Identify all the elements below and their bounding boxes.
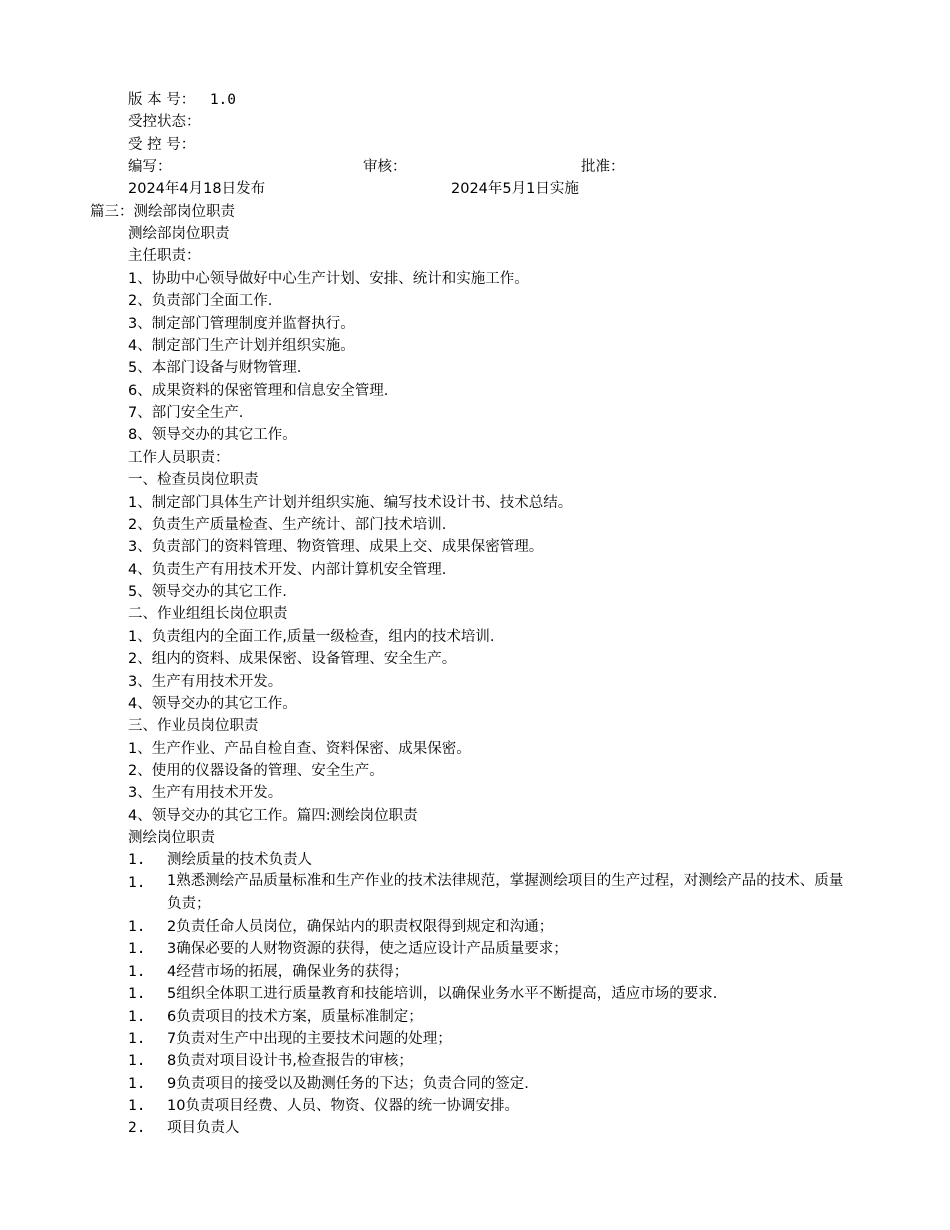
list-item-text: 7负责对生产中出现的主要技术问题的处理；: [167, 1031, 452, 1047]
list-item-number: 1.: [128, 1098, 146, 1114]
director-item: 7、部门安全生产.: [128, 405, 244, 421]
list-item-text: 4经营市场的拓展，确保业务的获得；: [167, 964, 409, 980]
list-item-text: 5组织全体职工进行质量教育和技能培训，以确保业务水平不断提高，适应市场的要求.: [167, 986, 718, 1002]
list-item-number: 1.: [128, 1031, 146, 1047]
list-item-number: 1.: [128, 1009, 146, 1025]
version-row: [128, 90, 236, 110]
list-item-text: 9负责项目的接受以及勘测任务的下达；负责合同的签定.: [167, 1076, 529, 1092]
list-item-number: 1.: [128, 1076, 146, 1092]
worker-item: 4、领导交办的其它工作。篇四:测绘岗位职责: [128, 808, 418, 824]
section4-subtitle: 测绘岗位职责: [128, 830, 215, 846]
worker-heading: 三、作业员岗位职责: [128, 718, 259, 734]
effective-date: 2024年5月1日实施: [451, 181, 579, 197]
director-item: 4、制定部门生产计划并组织实施。: [128, 338, 355, 354]
inspector-item: 4、负责生产有用技术开发、内部计算机安全管理.: [128, 562, 447, 578]
version-label: 版 本 号：: [128, 92, 196, 108]
worker-item: 2、使用的仪器设备的管理、安全生产。: [128, 763, 384, 779]
publish-date: 2024年4月18日发布: [128, 181, 266, 197]
leader-item: 4、领导交办的其它工作。: [128, 696, 297, 712]
list-item-text: 测绘质量的技术负责人: [167, 852, 312, 868]
staff-heading: 工作人员职责：: [128, 450, 230, 466]
list-item-number: 1.: [128, 964, 146, 980]
inspector-item: 2、负责生产质量检查、生产统计、部门技术培训.: [128, 517, 447, 533]
reviewer-label: 审核：: [363, 159, 407, 175]
leader-item: 2、组内的资料、成果保密、设备管理、安全生产。: [128, 651, 457, 667]
list-item-text: 1熟悉测绘产品质量标准和生产作业的技术法律规范，掌握测绘项目的生产过程，对测绘产品的技术、质量负责；: [167, 873, 844, 912]
list-item-number: 1.: [128, 986, 146, 1002]
section3-subtitle: 测绘部岗位职责: [128, 226, 230, 242]
list-item-number: 1.: [128, 941, 146, 957]
controlled-status-label: 受控状态：: [128, 114, 201, 130]
list-item-text: 8负责对项目设计书,检查报告的审核；: [167, 1053, 413, 1069]
list-item-number: 1.: [128, 875, 146, 891]
leader-item: 3、生产有用技术开发。: [128, 674, 283, 690]
director-item: 3、制定部门管理制度并监督执行。: [128, 316, 355, 332]
director-heading: 主任职责：: [128, 248, 201, 264]
list-item-number: 1.: [128, 919, 146, 935]
section3-title: 篇三：测绘部岗位职责: [90, 204, 235, 220]
worker-item: 1、生产作业、产品自检自查、资料保密、成果保密。: [128, 741, 471, 757]
author-label: 编写：: [128, 159, 172, 175]
director-item: 1、协助中心领导做好中心生产计划、安排、统计和实施工作。: [128, 271, 529, 287]
list-item-number: 2.: [128, 1120, 146, 1136]
inspector-item: 3、负责部门的资料管理、物资管理、成果上交、成果保密管理。: [128, 539, 544, 555]
list-item-text: 项目负责人: [167, 1120, 240, 1136]
inspector-heading: 一、检查员岗位职责: [128, 472, 259, 488]
list-item-text: 10负责项目经费、人员、物资、仪器的统一协调安排。: [167, 1098, 519, 1114]
director-item: 6、成果资料的保密管理和信息安全管理.: [128, 383, 389, 399]
version-value: 1.0: [209, 92, 237, 108]
director-item: 8、领导交办的其它工作。: [128, 427, 297, 443]
list-item-text: 2负责任命人员岗位，确保站内的职责权限得到规定和沟通；: [167, 919, 554, 935]
leader-heading: 二、作业组组长岗位职责: [128, 606, 288, 622]
list-item-number: 1.: [128, 852, 146, 868]
list-item-number: 1.: [128, 1053, 146, 1069]
list-item-text: 3确保必要的人财物资源的获得，使之适应设计产品质量要求；: [167, 941, 568, 957]
inspector-item: 5、领导交办的其它工作.: [128, 584, 287, 600]
director-item: 2、负责部门全面工作.: [128, 293, 273, 309]
inspector-item: 1、制定部门具体生产计划并组织实施、编写技术设计书、技术总结。: [128, 495, 573, 511]
leader-item: 1、负责组内的全面工作,质量一级检查，组内的技术培训.: [128, 629, 495, 645]
approver-label: 批准：: [581, 159, 625, 175]
controlled-number-label: 受 控 号：: [128, 137, 196, 153]
worker-item: 3、生产有用技术开发。: [128, 785, 283, 801]
list-item-text: 6负责项目的技术方案，质量标准制定；: [167, 1009, 423, 1025]
director-item: 5、本部门设备与财物管理.: [128, 360, 302, 376]
